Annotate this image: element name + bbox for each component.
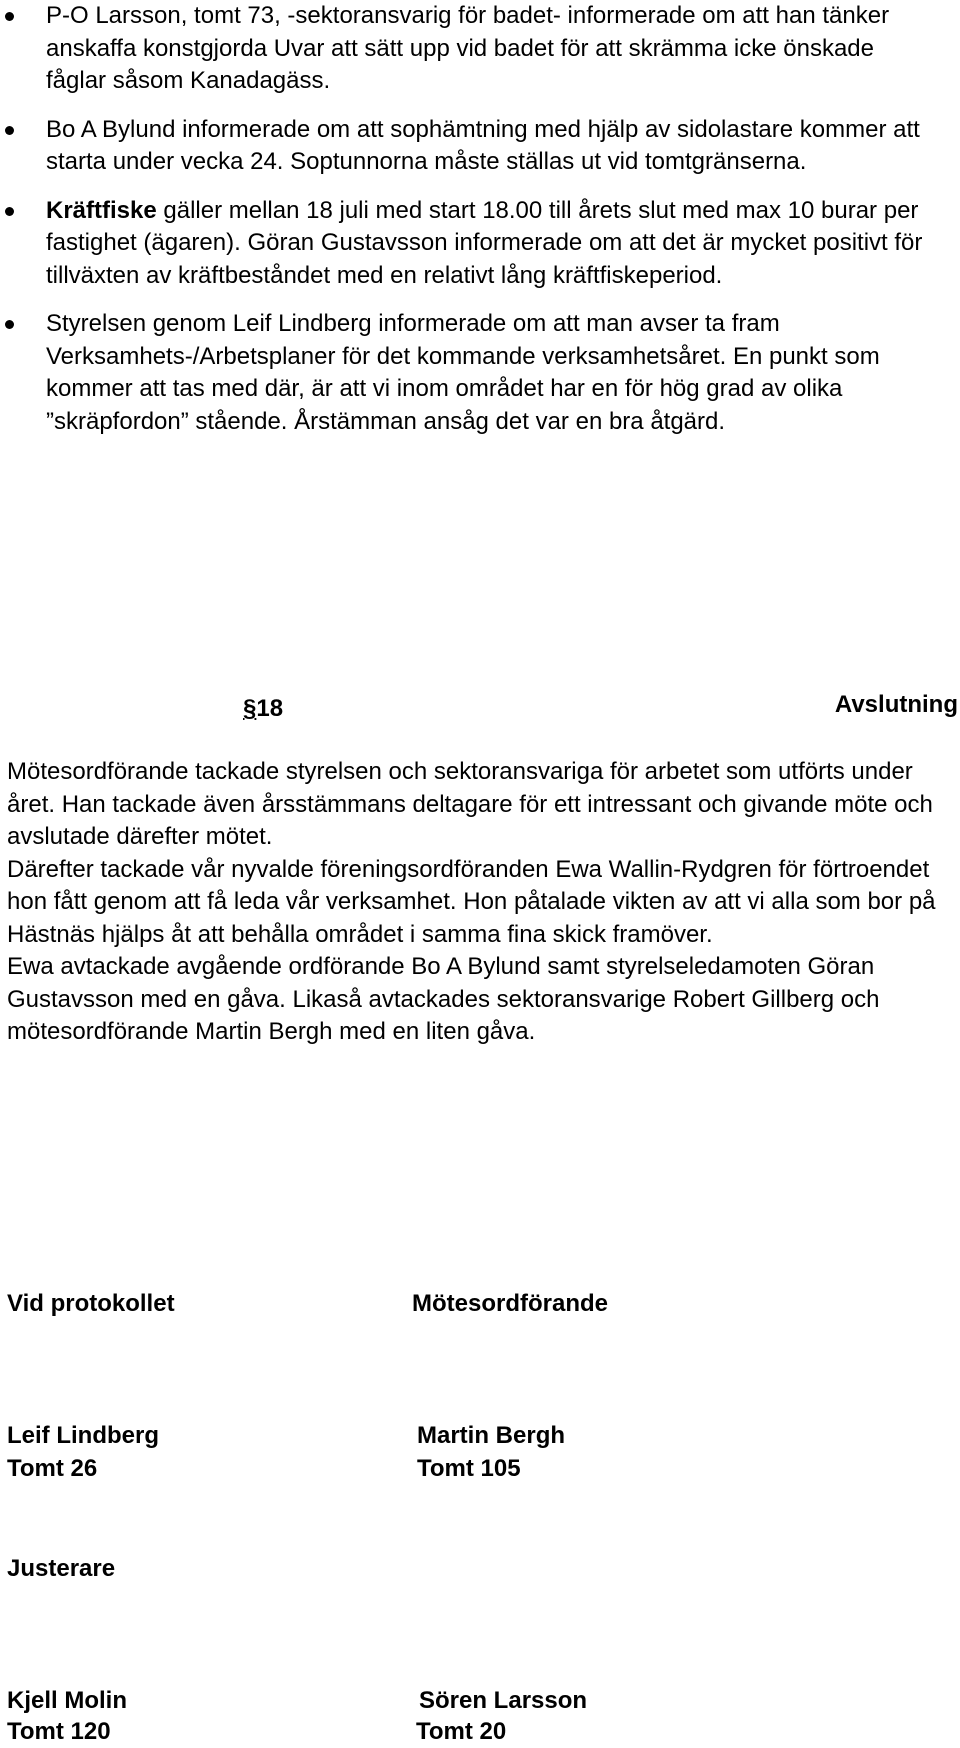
bullet-list bbox=[0, 0, 930, 438]
bullet-text: Bo A Bylund informerade om att sophämtning med hjälp av sidolastare kommer att starta under vecka 24. Soptunnorna måste ställas ut vid tomtgränserna. bbox=[46, 115, 920, 175]
closing-paragraph-new-chair: Därefter tackade vår nyvalde föreningsordföranden Ewa Wallin-Rydgren för förtroendet hon fått genom att få leda vår verksamhet. Hon påtalade vikten av att vi alla som bor på Hästnäs hjälps åt att behålla området i samma fina skick framöver. bbox=[7, 855, 936, 948]
section-symbol: § bbox=[243, 695, 257, 722]
bullet-dot bbox=[5, 12, 14, 21]
bullet-item-verksamhetsplaner bbox=[0, 308, 930, 438]
secretary-plot: Tomt 26 bbox=[7, 1455, 98, 1482]
bullet-item-sophamtning bbox=[0, 114, 930, 179]
adjuster2-name: Sören Larsson bbox=[419, 1687, 588, 1714]
closing-text bbox=[7, 756, 937, 1049]
closing-paragraph-thanks: Mötesordförande tackade styrelsen och sektoransvariga för arbetet som utförts under året. Han tackade även årsstämmans deltagare för ett intressant och givande möte och avslutade därefter mötet. bbox=[7, 758, 933, 850]
bullet-text: P-O Larsson, tomt 73, -sektoransvarig för badet- informerade om att han tänker anskaffa konstgjorda Uvar att sätt upp vid badet för att skrämma icke önskade fåglar såsom Kanadagäss. bbox=[46, 2, 890, 94]
bullet-lead: Kräftfiske bbox=[46, 196, 157, 224]
bullet-item-kraftfiske bbox=[0, 195, 930, 293]
bullet-dot bbox=[5, 207, 14, 216]
bullet-item-badet bbox=[0, 0, 930, 98]
closing-paragraph-gifts: Ewa avtackade avgående ordförande Bo A Bylund samt styrelseledamoten Göran Gustavsson med en gåva. Likaså avtackades sektoransvarige Robert Gillberg och mötesordförande Martin Bergh med en liten gåva. bbox=[7, 953, 880, 1045]
adjuster1-plot: Tomt 120 bbox=[7, 1718, 111, 1745]
motesordforande-label: Mötesordförande bbox=[412, 1290, 609, 1317]
chair-name: Martin Bergh bbox=[417, 1422, 566, 1449]
section-number-value: 18 bbox=[256, 695, 284, 722]
justerare-label: Justerare bbox=[7, 1555, 116, 1582]
adjuster2-plot: Tomt 20 bbox=[416, 1718, 507, 1745]
bullet-dot bbox=[5, 320, 14, 329]
adjuster1-name: Kjell Molin bbox=[7, 1687, 127, 1714]
bullet-text: Styrelsen genom Leif Lindberg informerade om att man avser ta fram Verksamhets-/Arbetsplaner för det kommande verksamhetsåret. En punkt som kommer att tas med där, är att vi inom området har en för hög grad av olika ”skräpfordon” stående. Årstämman ansåg det var en bra åtgärd. bbox=[46, 310, 880, 435]
secretary-name: Leif Lindberg bbox=[7, 1422, 159, 1449]
bullet-text: gäller mellan 18 juli med start 18.00 till årets slut med max 10 burar per fastighet (ägaren). Göran Gustavsson informerade om att det är mycket positivt för tillväxten av kräftbeståndet med en relativt lång kräftfiskeperiod. bbox=[46, 196, 923, 289]
chair-plot: Tomt 105 bbox=[417, 1455, 521, 1482]
bullet-dot bbox=[5, 126, 14, 135]
section-number bbox=[243, 693, 283, 725]
section-title: Avslutning bbox=[834, 691, 958, 718]
vid-protokollet-label: Vid protokollet bbox=[7, 1290, 175, 1317]
